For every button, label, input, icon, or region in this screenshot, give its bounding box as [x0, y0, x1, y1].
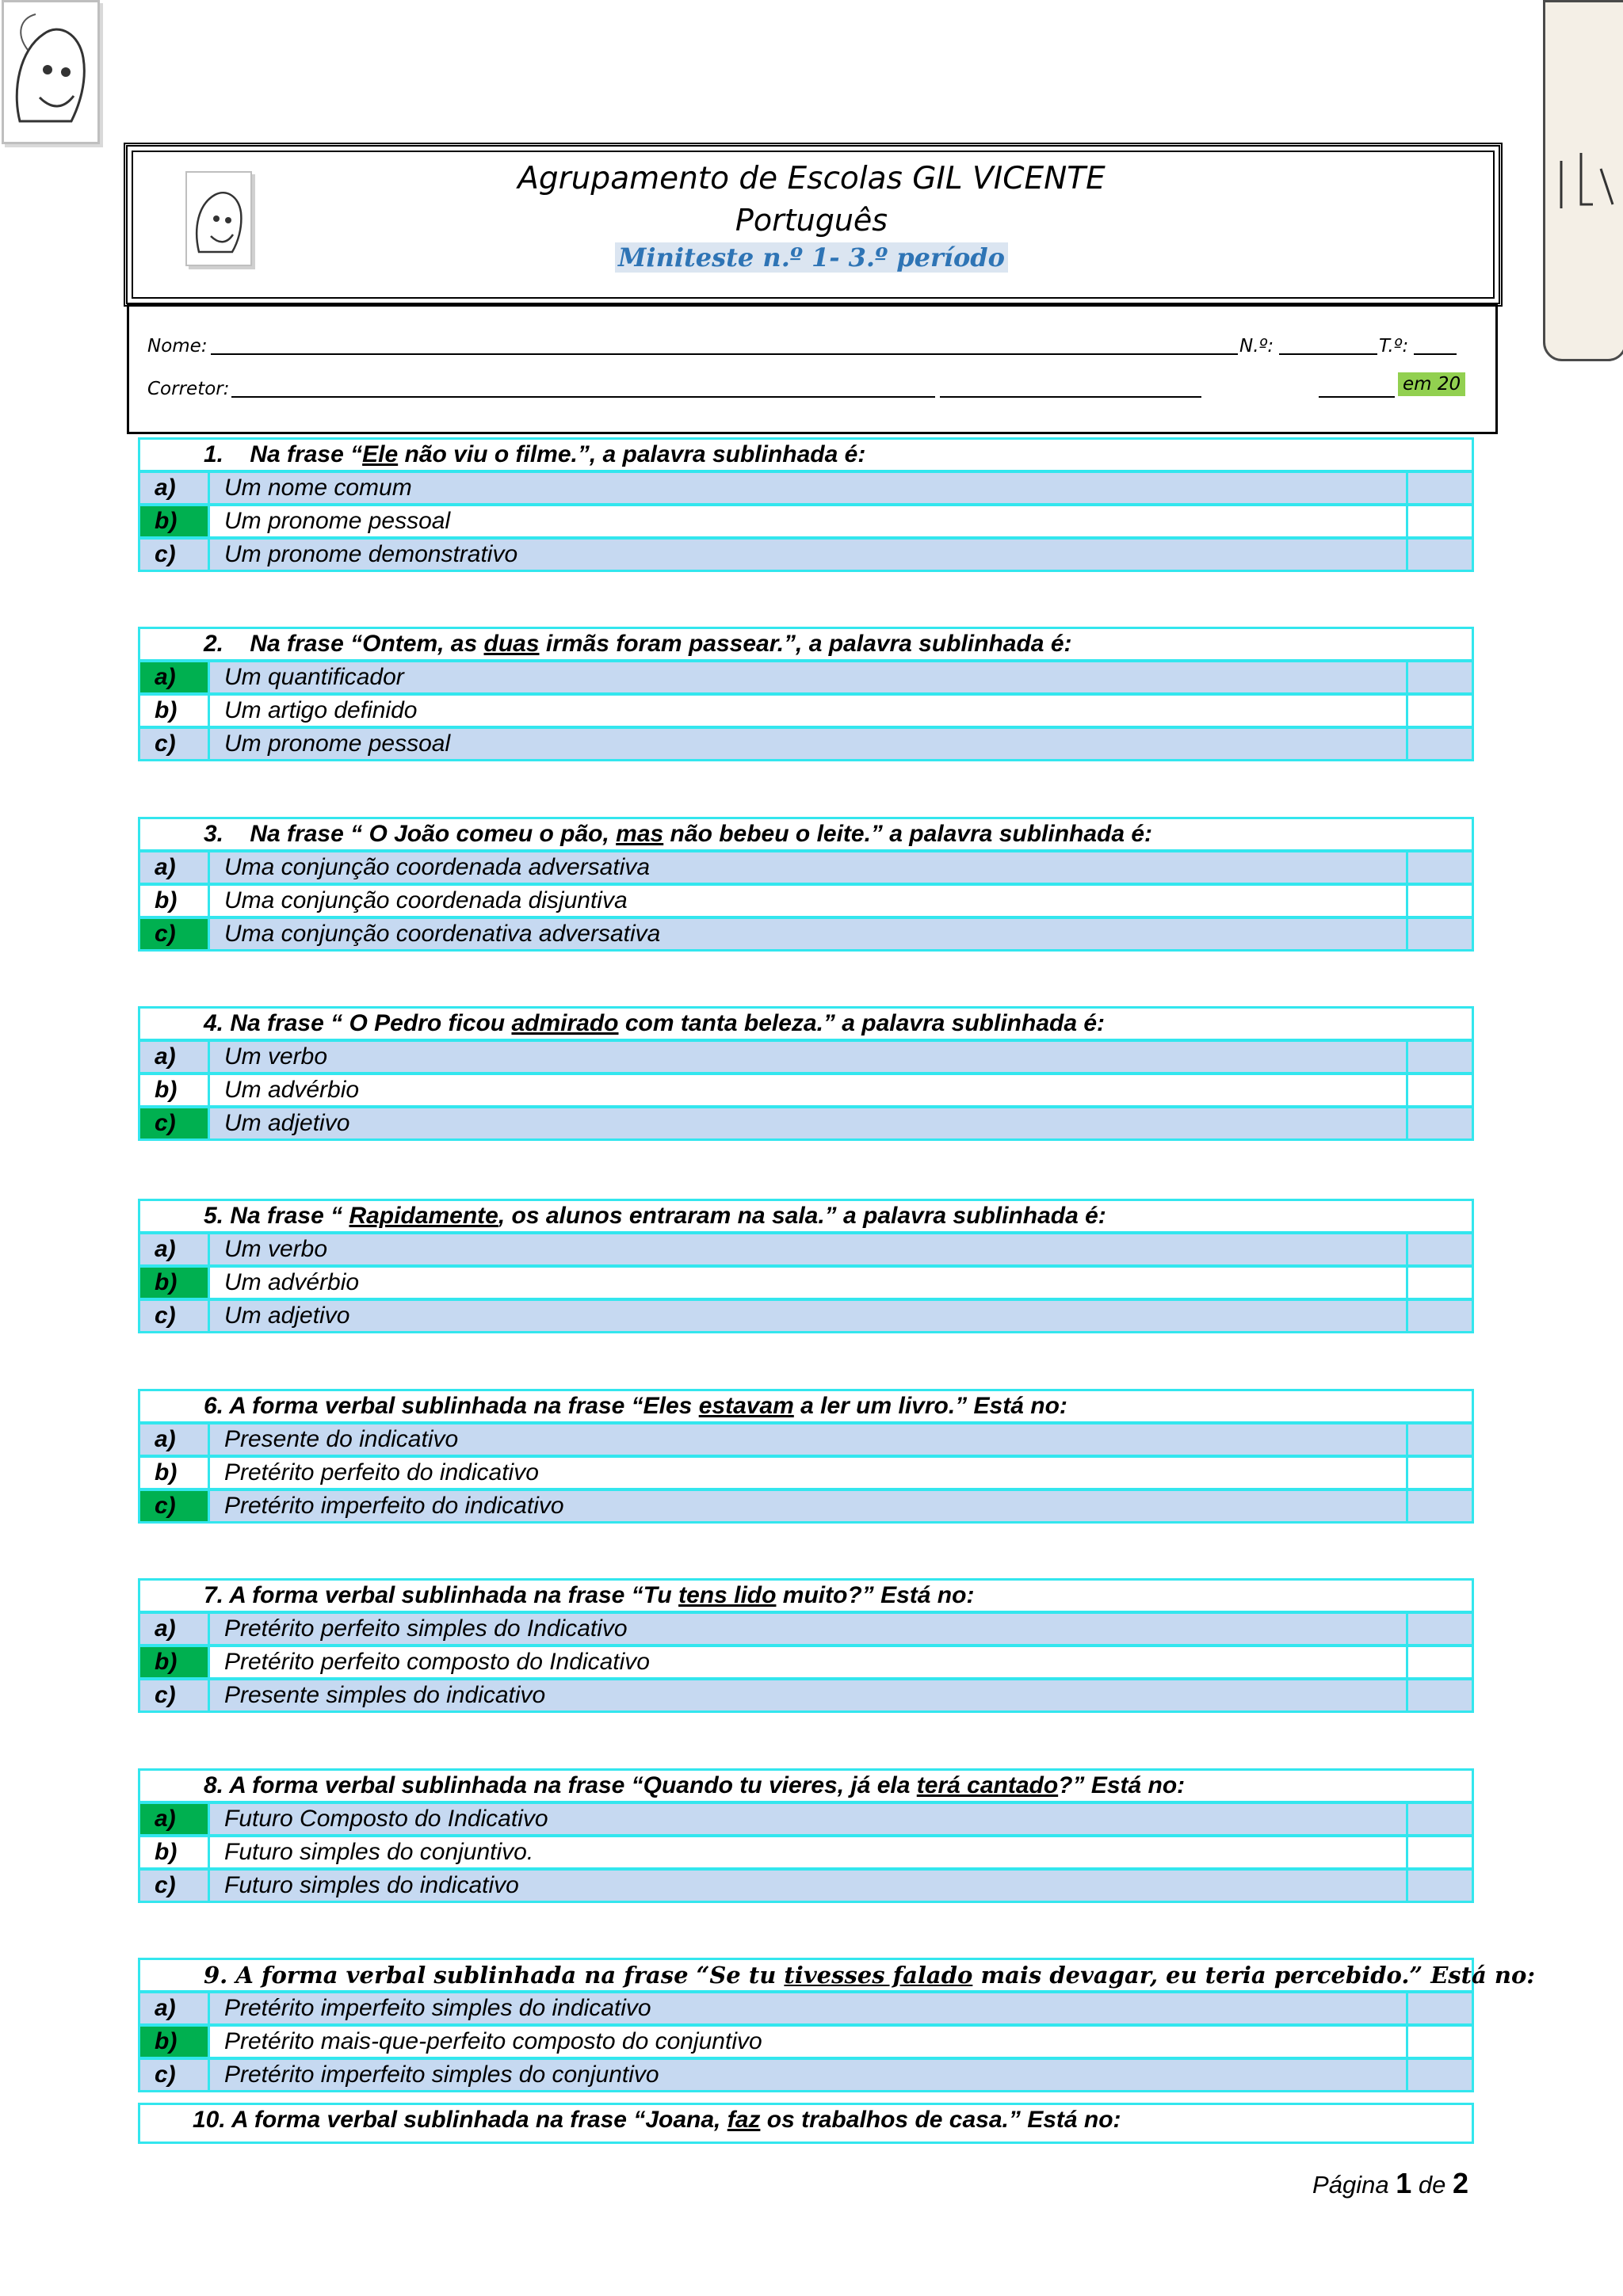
- option-text: Presente simples do indicativo: [224, 1682, 546, 1708]
- answer-box[interactable]: [1406, 506, 1472, 536]
- option-row[interactable]: [138, 470, 1474, 505]
- answer-box[interactable]: [1406, 473, 1472, 503]
- question-9: [138, 1958, 1536, 2092]
- option-text: Um artigo definido: [224, 697, 418, 723]
- corrector-input-line[interactable]: [231, 396, 935, 398]
- option-letter: c): [140, 1491, 210, 1521]
- question-1: [138, 437, 1474, 572]
- answer-box[interactable]: [1406, 2060, 1472, 2090]
- option-letter: c): [140, 919, 210, 949]
- option-letter: a): [140, 1993, 210, 2023]
- question-text: 3. Na frase “ O João comeu o pão, mas não bebeu o leite.” a palavra sublinhada é:: [204, 821, 1153, 847]
- option-letter: a): [140, 852, 210, 883]
- answer-box[interactable]: [1406, 1680, 1472, 1711]
- option-letter: c): [140, 540, 210, 570]
- answer-box[interactable]: [1406, 919, 1472, 949]
- question-header: [138, 1006, 1474, 1041]
- option-text: Pretérito imperfeito simples do indicativo: [224, 1995, 651, 2021]
- option-letter: c): [140, 1871, 210, 1901]
- name-label: Nome:: [147, 336, 208, 357]
- option-row[interactable]: [138, 1264, 1474, 1300]
- option-text: Um verbo: [224, 1236, 328, 1262]
- option-letter: a): [140, 1614, 210, 1644]
- option-row[interactable]: [138, 1488, 1474, 1524]
- option-row[interactable]: [138, 1105, 1474, 1141]
- question-text: 1. Na frase “Ele não viu o filme.”, a palavra sublinhada é:: [204, 441, 866, 467]
- answer-box[interactable]: [1406, 1458, 1472, 1488]
- question-text: 8. A forma verbal sublinhada na frase “Quando tu vieres, já ela terá cantado?” Está no:: [204, 1772, 1186, 1798]
- option-text: Uma conjunção coordenada disjuntiva: [224, 887, 628, 913]
- option-text: Futuro Composto do Indicativo: [224, 1806, 548, 1832]
- number-input-line[interactable]: [1279, 353, 1377, 355]
- option-text: Pretérito perfeito composto do Indicativo: [224, 1649, 650, 1675]
- question-header: [138, 1389, 1474, 1424]
- option-letter: c): [140, 729, 210, 759]
- option-row[interactable]: [138, 536, 1474, 572]
- question-header: [138, 1768, 1474, 1803]
- option-text: Um nome comum: [224, 475, 412, 501]
- question-header: [138, 1199, 1474, 1234]
- option-text: Um adjetivo: [224, 1302, 350, 1329]
- underlined-word: tivesses falado: [784, 1962, 973, 1989]
- option-letter: b): [140, 2027, 210, 2057]
- corrector-label: Corretor:: [147, 379, 230, 399]
- option-letter: a): [140, 1804, 210, 1834]
- question-text: 5. Na frase “ Rapidamente, os alunos entraram na sala.” a palavra sublinhada é:: [204, 1203, 1106, 1229]
- answer-box[interactable]: [1406, 1108, 1472, 1138]
- school-name: Agrupamento de Escolas GIL VICENTE: [517, 161, 1106, 196]
- option-row[interactable]: [138, 1644, 1474, 1680]
- question-text: 2. Na frase “Ontem, as duas irmãs foram passear.”, a palavra sublinhada é:: [204, 631, 1072, 657]
- option-letter: b): [140, 1268, 210, 1298]
- question-text: 6. A forma verbal sublinhada na frase “Eles estavam a ler um livro.” Está no:: [204, 1393, 1067, 1419]
- question-8: [138, 1768, 1474, 1903]
- option-row[interactable]: [138, 1298, 1474, 1333]
- option-letter: c): [140, 1301, 210, 1331]
- option-row[interactable]: [138, 1990, 1474, 2026]
- option-letter: b): [140, 506, 210, 536]
- option-letter: c): [140, 2060, 210, 2090]
- option-row[interactable]: [138, 849, 1474, 885]
- question-4: [138, 1006, 1474, 1141]
- question-6: [138, 1389, 1474, 1524]
- class-input-line[interactable]: [1414, 353, 1457, 355]
- answer-box[interactable]: [1406, 1993, 1472, 2023]
- option-row[interactable]: [138, 1677, 1474, 1713]
- question-header: [138, 1958, 1536, 1993]
- option-letter: a): [140, 1234, 210, 1264]
- score-input-line[interactable]: [1319, 396, 1395, 398]
- answer-box[interactable]: [1406, 1075, 1472, 1105]
- option-text: Um advérbio: [224, 1077, 360, 1103]
- answer-box[interactable]: [1406, 696, 1472, 726]
- question-text: 9. A forma verbal sublinhada na frase “Se tu tivesses falado mais devagar, eu teria percebido.” Está no:: [204, 1962, 1536, 1989]
- score-label: em 20: [1398, 374, 1465, 395]
- option-letter: a): [140, 1042, 210, 1072]
- underlined-word: terá cantado: [916, 1772, 1059, 1798]
- option-text: Um verbo: [224, 1043, 328, 1070]
- option-letter: b): [140, 1647, 210, 1677]
- underlined-word: estavam: [698, 1393, 794, 1419]
- answer-box[interactable]: [1406, 1491, 1472, 1521]
- underlined-word: duas: [483, 631, 540, 657]
- question-10: [138, 2103, 1474, 2144]
- option-letter: b): [140, 1837, 210, 1867]
- option-row[interactable]: [138, 1231, 1474, 1267]
- answer-box[interactable]: [1406, 852, 1472, 883]
- answer-box[interactable]: [1406, 1301, 1472, 1331]
- option-text: Pretérito perfeito simples do Indicativo: [224, 1615, 628, 1642]
- question-7: [138, 1578, 1474, 1713]
- option-row[interactable]: [138, 1421, 1474, 1457]
- underlined-word: tens lido: [678, 1582, 777, 1608]
- question-5: [138, 1199, 1474, 1333]
- answer-box[interactable]: [1406, 1804, 1472, 1834]
- option-row[interactable]: [138, 1039, 1474, 1074]
- option-letter: a): [140, 662, 210, 692]
- option-text: Pretérito perfeito do indicativo: [224, 1459, 539, 1486]
- underlined-word: admirado: [511, 1010, 619, 1036]
- option-text: Pretérito imperfeito do indicativo: [224, 1493, 564, 1519]
- question-3: [138, 817, 1474, 952]
- answer-box[interactable]: [1406, 1042, 1472, 1072]
- question-2: [138, 627, 1474, 761]
- option-text: Uma conjunção coordenada adversativa: [224, 854, 650, 880]
- option-letter: b): [140, 1075, 210, 1105]
- option-letter: c): [140, 1108, 210, 1138]
- option-letter: b): [140, 1458, 210, 1488]
- option-row[interactable]: [138, 1611, 1474, 1646]
- option-letter: a): [140, 1425, 210, 1455]
- question-header: [138, 1578, 1474, 1613]
- option-row[interactable]: [138, 2057, 1474, 2092]
- option-text: Um pronome pessoal: [224, 730, 451, 757]
- question-text: 4. Na frase “ O Pedro ficou admirado com tanta beleza.” a palavra sublinhada é:: [204, 1010, 1106, 1036]
- option-text: Futuro simples do indicativo: [224, 1872, 519, 1898]
- option-text: Um adjetivo: [224, 1110, 350, 1136]
- corrector-signature-line[interactable]: [940, 396, 1201, 398]
- question-text: 7. A forma verbal sublinhada na frase “Tu tens lido muito?” Está no:: [204, 1582, 975, 1608]
- option-text: Um pronome pessoal: [224, 508, 451, 534]
- option-row[interactable]: [138, 1867, 1474, 1903]
- page-number: Página 1 de 2: [1312, 2167, 1468, 2199]
- author-portrait: [2, 0, 100, 144]
- underlined-word: mas: [616, 821, 664, 847]
- answer-box[interactable]: [1406, 1614, 1472, 1644]
- answer-box[interactable]: [1406, 1425, 1472, 1455]
- underlined-word: Ele: [362, 441, 399, 467]
- answer-box[interactable]: [1406, 1647, 1472, 1677]
- option-row[interactable]: [138, 692, 1474, 728]
- question-header: [138, 437, 1474, 472]
- number-label: N.º:: [1239, 336, 1274, 357]
- option-row[interactable]: [138, 883, 1474, 918]
- answer-box[interactable]: [1406, 1234, 1472, 1264]
- option-text: Pretérito mais-que-perfeito composto do conjuntivo: [224, 2028, 762, 2054]
- option-row[interactable]: [138, 1072, 1474, 1108]
- question-text: 10. A forma verbal sublinhada na frase “Joana, faz os trabalhos de casa.” Está no:: [193, 2107, 1121, 2133]
- option-letter: b): [140, 886, 210, 916]
- option-letter: b): [140, 696, 210, 726]
- answer-box[interactable]: [1406, 662, 1472, 692]
- option-text: Futuro simples do conjuntivo.: [224, 1839, 534, 1865]
- option-text: Um advérbio: [224, 1269, 360, 1295]
- option-text: Um quantificador: [224, 664, 404, 690]
- question-header: [138, 627, 1474, 662]
- option-row[interactable]: [138, 2023, 1474, 2059]
- option-text: Pretérito imperfeito simples do conjuntivo: [224, 2061, 659, 2088]
- option-text: Um pronome demonstrativo: [224, 541, 518, 567]
- answer-box[interactable]: [1406, 1268, 1472, 1298]
- option-letter: a): [140, 473, 210, 503]
- option-text: Uma conjunção coordenativa adversativa: [224, 921, 661, 947]
- test-title: Miniteste n.º 1- 3.º período: [0, 242, 1623, 273]
- subject-title: Português: [735, 203, 888, 238]
- answer-box[interactable]: [1406, 1871, 1472, 1901]
- class-label: T.º:: [1379, 336, 1409, 357]
- answer-box[interactable]: [1406, 1837, 1472, 1867]
- answer-box[interactable]: [1406, 886, 1472, 916]
- option-row[interactable]: [138, 1801, 1474, 1836]
- answer-box[interactable]: [1406, 729, 1472, 759]
- option-row[interactable]: [138, 726, 1474, 761]
- option-row[interactable]: [138, 916, 1474, 952]
- option-text: Presente do indicativo: [224, 1426, 459, 1452]
- option-row[interactable]: [138, 659, 1474, 695]
- underlined-word: Rapidamente: [349, 1203, 498, 1229]
- option-row[interactable]: [138, 503, 1474, 539]
- question-header: [138, 817, 1474, 852]
- answer-box[interactable]: [1406, 540, 1472, 570]
- name-input-line[interactable]: [211, 353, 1238, 355]
- answer-box[interactable]: [1406, 2027, 1472, 2057]
- option-row[interactable]: [138, 1455, 1474, 1490]
- option-row[interactable]: [138, 1834, 1474, 1870]
- student-info-box: [127, 304, 1498, 434]
- option-letter: c): [140, 1680, 210, 1711]
